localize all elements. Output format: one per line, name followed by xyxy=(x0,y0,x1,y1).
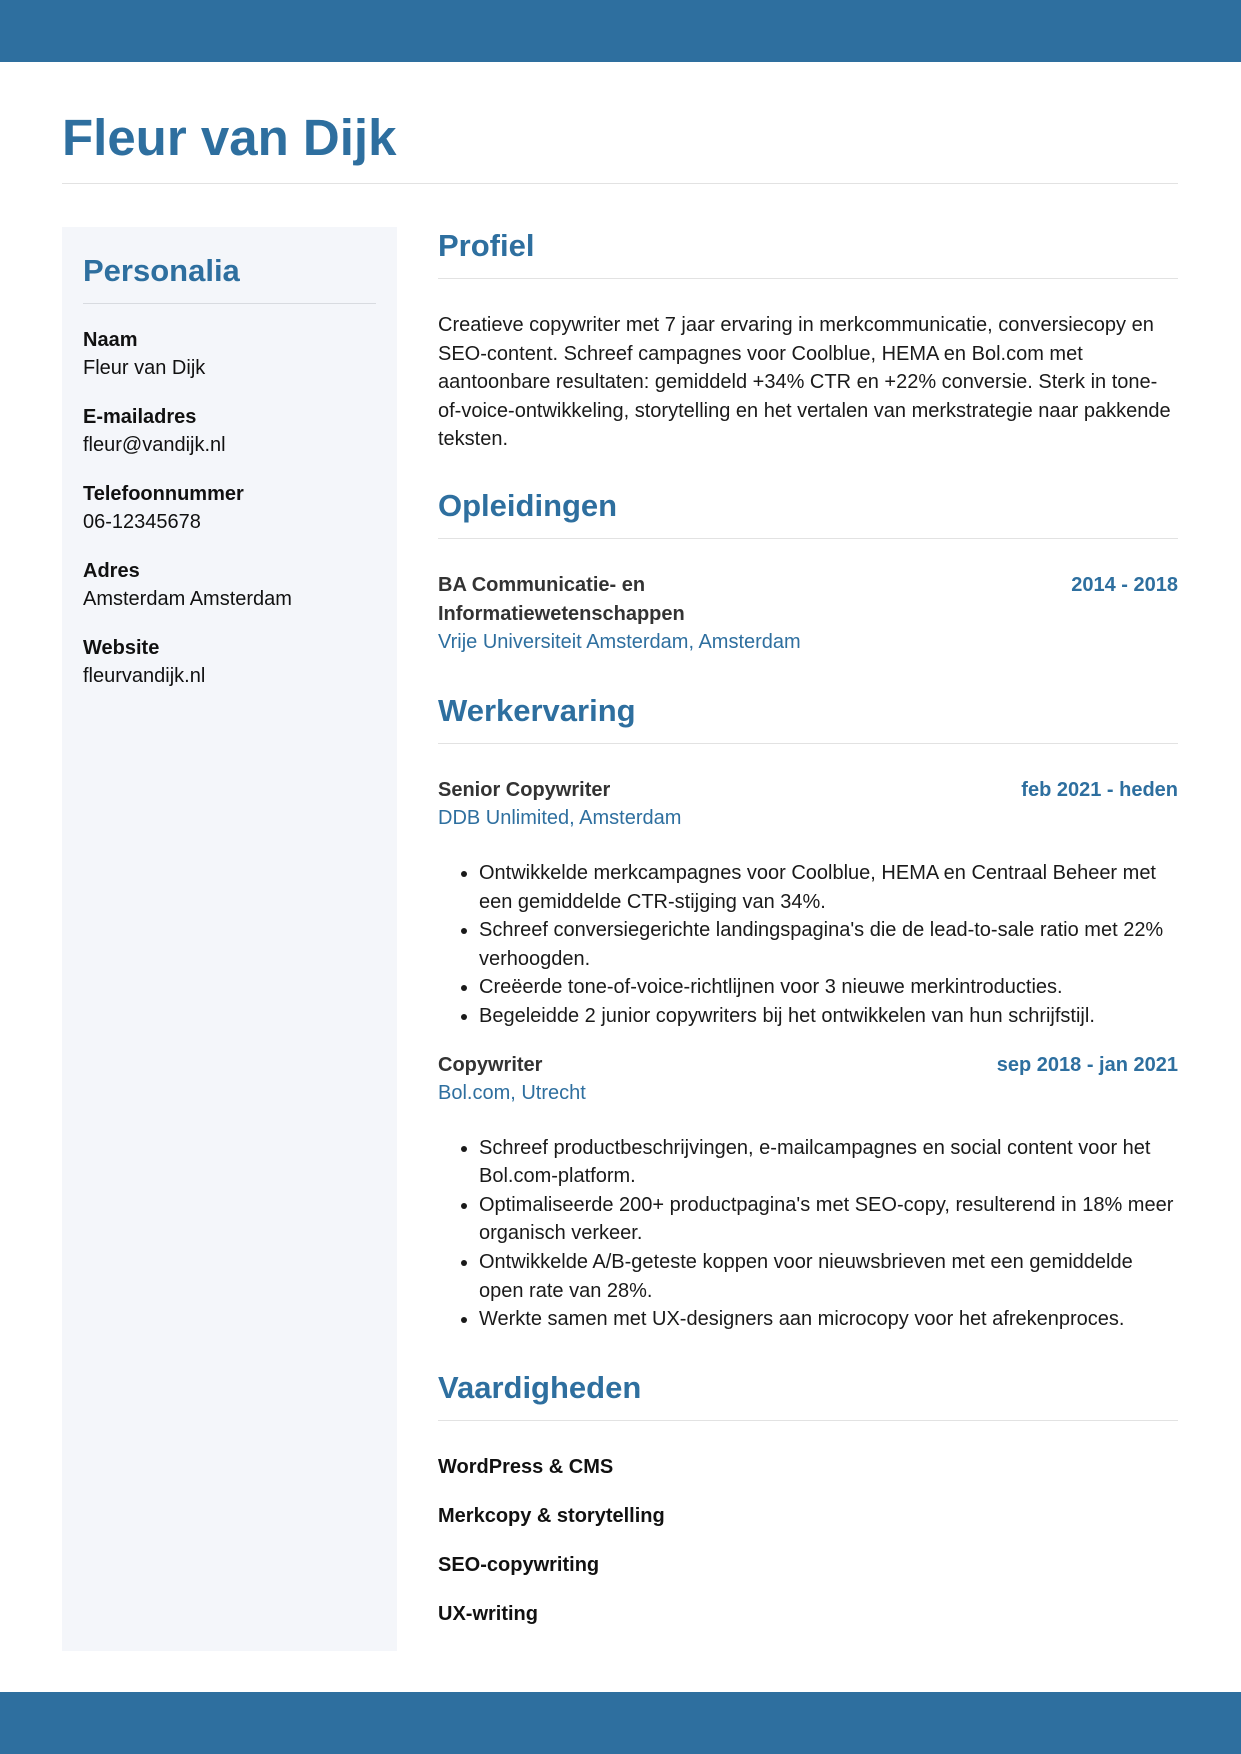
sidebar-title: Personalia xyxy=(83,253,240,288)
education-section xyxy=(438,486,1178,657)
profile-text: Creatieve copywriter met 7 jaar ervaring in merkcommunicatie, conversiecopy en SEO-content. Schreef campagnes voor Coolblue, HEMA en Bol.com met aantoonbare resultaten: gemiddeld +34% CTR en +22% conversie. Sterk in tone-of-voice-ontwikkeling, storytelling en het vertalen van merkstrategie naar pakkende teksten. xyxy=(438,314,1171,451)
job-dates: feb 2021 - heden xyxy=(1021,778,1178,801)
skill-item: UX-writing xyxy=(438,1602,538,1625)
field-address xyxy=(83,557,376,613)
job-entry xyxy=(438,776,1178,1031)
job-role: Senior Copywriter xyxy=(438,778,611,801)
field-value: fleurvandijk.nl xyxy=(83,665,206,687)
page-title: Fleur van Dijk xyxy=(62,109,397,166)
skills-section xyxy=(438,1368,1178,1628)
list-item: • Ontwikkelde A/B-geteste koppen voor nieuwsbrieven met een gemiddelde open rate van 28%. xyxy=(479,1248,1178,1305)
field-value: fleur@vandijk.nl xyxy=(83,434,226,456)
field-label: Naam xyxy=(83,329,138,351)
list-item: • Optimaliseerde 200+ productpagina's met SEO-copy, resulterend in 18% meer organisch verkeer. xyxy=(479,1191,1178,1248)
list-item: • Werkte samen met UX-designers aan microcopy voor het afrekenproces. xyxy=(479,1305,1178,1334)
list-item: • Schreef productbeschrijvingen, e-mailcampagnes en social content voor het Bol.com-platform. xyxy=(479,1134,1178,1191)
job-bullets xyxy=(438,859,1178,1031)
section-title-skills: Vaardigheden xyxy=(438,1369,642,1405)
field-label: E-mailadres xyxy=(83,406,197,428)
field-website xyxy=(83,634,376,690)
sidebar-divider xyxy=(83,303,376,304)
field-email xyxy=(83,403,376,459)
section-divider xyxy=(438,743,1178,744)
profile-section xyxy=(438,226,1178,454)
section-title-experience: Werkervaring xyxy=(438,692,636,728)
field-value: 06-12345678 xyxy=(83,511,201,533)
section-divider xyxy=(438,1420,1178,1421)
job-dates: sep 2018 - jan 2021 xyxy=(996,1053,1178,1076)
job-bullets xyxy=(438,1134,1178,1334)
field-label: Telefoonnummer xyxy=(83,483,244,505)
job-company: DDB Unlimited, Amsterdam xyxy=(438,807,682,830)
section-divider xyxy=(438,538,1178,539)
section-title-profile: Profiel xyxy=(438,228,535,263)
skills-list xyxy=(438,1453,1178,1628)
education-dates: 2014 - 2018 xyxy=(1071,573,1178,596)
field-value: Fleur van Dijk xyxy=(83,357,206,379)
section-title-education: Opleidingen xyxy=(438,487,618,523)
experience-section xyxy=(438,691,1178,1334)
skill-item: Merkcopy & storytelling xyxy=(438,1504,665,1527)
list-item: • Creëerde tone-of-voice-richtlijnen voor 3 nieuwe merkintroducties. xyxy=(479,973,1178,1002)
job-company: Bol.com, Utrecht xyxy=(438,1082,586,1105)
bottom-banner xyxy=(0,1692,1241,1754)
field-name xyxy=(83,326,376,382)
top-banner xyxy=(0,0,1241,62)
section-divider xyxy=(438,278,1178,279)
job-role: Copywriter xyxy=(438,1053,543,1076)
education-degree: BA Communicatie- en Informatiewetenschappen xyxy=(438,573,685,625)
education-entry xyxy=(438,571,1178,657)
education-institution: Vrije Universiteit Amsterdam, Amsterdam xyxy=(438,631,801,654)
skill-item: WordPress & CMS xyxy=(438,1455,614,1478)
personal-info-sidebar xyxy=(62,227,397,1651)
field-value: Amsterdam Amsterdam xyxy=(83,588,292,610)
list-item: • Ontwikkelde merkcampagnes voor Coolblue, HEMA en Centraal Beheer met een gemiddelde CTR-stijging van 34%. xyxy=(479,859,1178,916)
main-content xyxy=(438,226,1178,1649)
list-item: • Schreef conversiegerichte landingspagina's die de lead-to-sale ratio met 22% verhoogden. xyxy=(479,916,1178,973)
title-divider xyxy=(62,183,1178,184)
job-entry xyxy=(438,1051,1178,1334)
list-item: • Begeleidde 2 junior copywriters bij het ontwikkelen van hun schrijfstijl. xyxy=(479,1002,1178,1031)
field-label: Website xyxy=(83,637,160,659)
skill-item: SEO-copywriting xyxy=(438,1553,600,1576)
field-phone xyxy=(83,480,376,536)
field-label: Adres xyxy=(83,560,140,582)
